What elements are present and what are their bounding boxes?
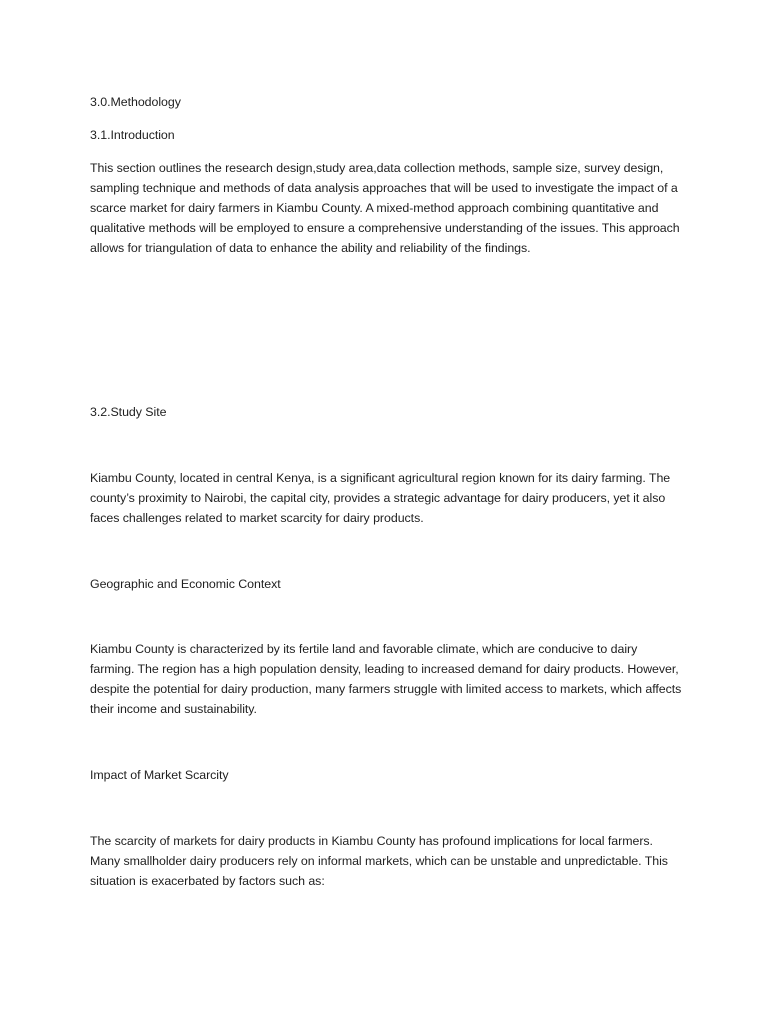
study-site-paragraph: Kiambu County, located in central Kenya, is a significant agricultural region known for its dairy farming. The county’s proximity to Nairobi, the capital city, provides a strategic advantage for dairy producers, yet it also faces challenges related to market scarcity for dairy products.: [90, 471, 671, 525]
heading-methodology: 3.0.Methodology: [90, 95, 181, 109]
heading-introduction: 3.1.Introduction: [90, 128, 175, 142]
heading-geographic-economic-context: Geographic and Economic Context: [90, 577, 281, 591]
heading-study-site: 3.2.Study Site: [90, 405, 167, 419]
geographic-paragraph: Kiambu County is characterized by its fertile land and favorable climate, which are conducive to dairy farming. The region has a high population density, leading to increased demand for dairy products. However, despite the potential for dairy production, many farmers struggle with limited access to markets, which affects their income and sustainability.: [90, 642, 682, 716]
impact-paragraph: The scarcity of markets for dairy products in Kiambu County has profound implications for local farmers. Many smallholder dairy producers rely on informal markets, which can be unstable and unpredictable. This situation is exacerbated by factors such as:: [90, 834, 668, 888]
heading-impact-market-scarcity: Impact of Market Scarcity: [90, 768, 229, 782]
intro-paragraph: This section outlines the research design,study area,data collection methods, sample size, survey design, sampling technique and methods of data analysis approaches that will be used to investigate the impact of a scarce market for dairy farmers in Kiambu County. A mixed-method approach combining quantitative and qualitative methods will be employed to ensure a comprehensive understanding of the issues. This approach allows for triangulation of data to enhance the ability and reliability of the findings.: [90, 161, 680, 255]
